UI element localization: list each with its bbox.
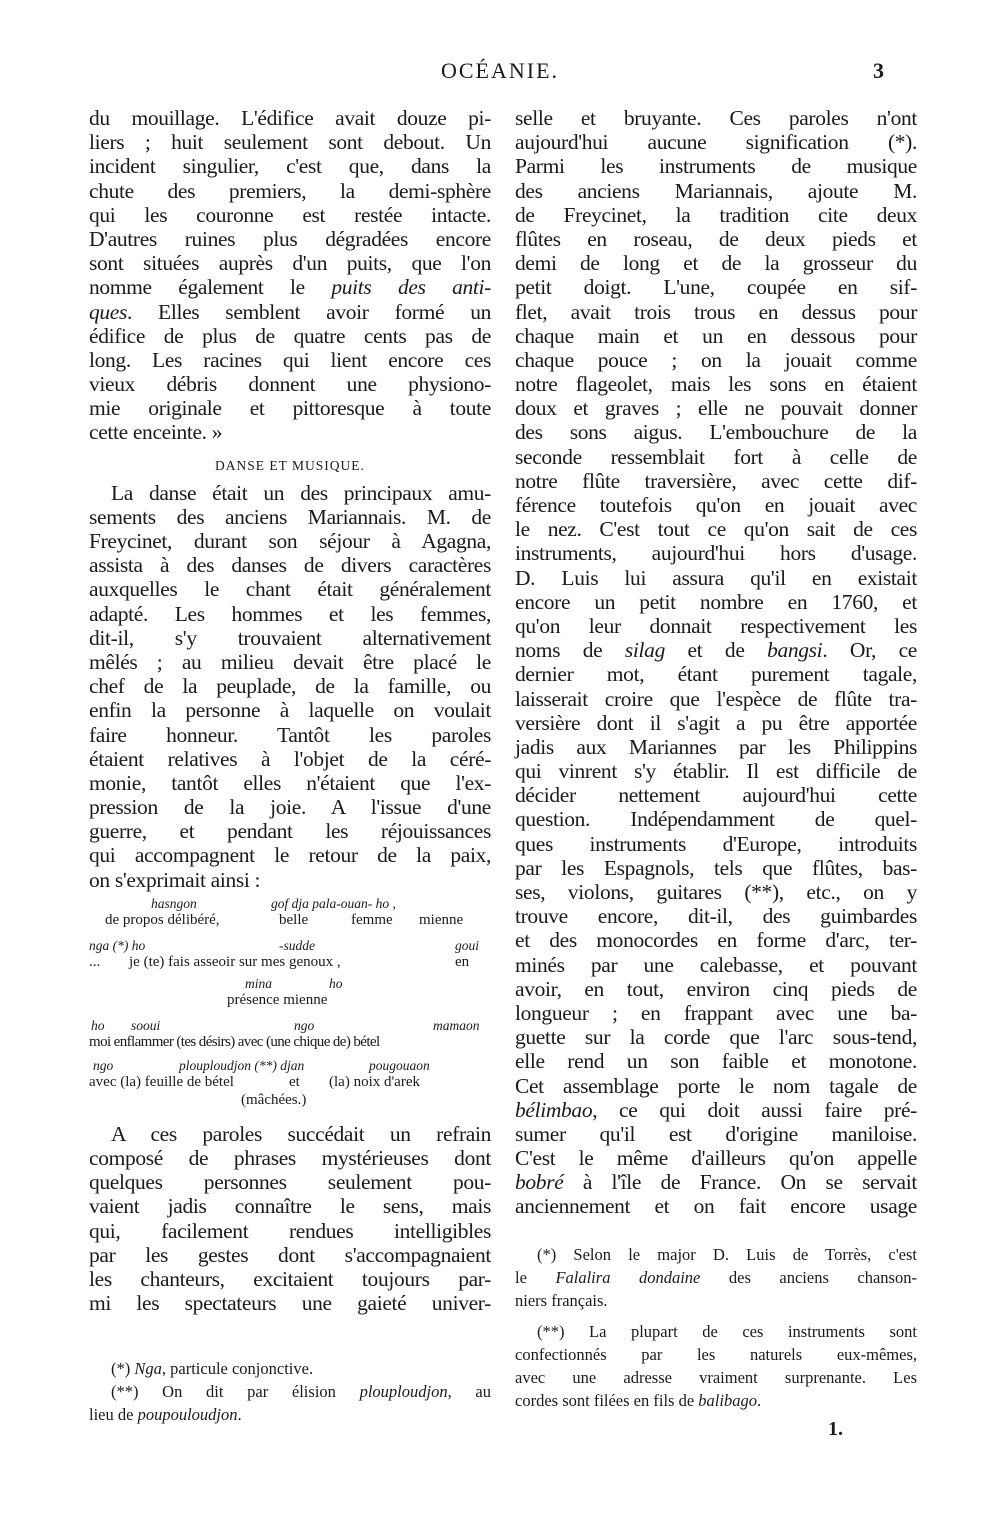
text-line: demi de long et de la grosseur du bbox=[515, 251, 917, 276]
text-line: elle rend un son faible et monotone. bbox=[515, 1049, 917, 1074]
text-line bbox=[89, 300, 491, 324]
text-line: qui accompagnent le retour de la paix, bbox=[89, 843, 491, 868]
text-line: ses, violons, guitares (**), etc., on y bbox=[515, 880, 917, 904]
text-segment: cordes sont filées en fils de bbox=[515, 1390, 699, 1410]
footnote-line: niers français. bbox=[515, 1290, 608, 1310]
footnote-line: avec une adresse vraiment surprenante. Les bbox=[515, 1367, 917, 1387]
text-line: chaque pouce ; on la jouait comme bbox=[515, 347, 917, 372]
text-line: par les gestes dont s'accompagnaient bbox=[89, 1242, 491, 1267]
song-word: ho bbox=[329, 975, 343, 991]
song-word: mina bbox=[245, 975, 272, 991]
italic-segment: bobré bbox=[515, 1170, 564, 1195]
italic-segment: ques bbox=[89, 299, 128, 324]
text-line: D'autres ruines plus dégradées encore bbox=[89, 226, 491, 251]
song-word: (la) noix d'arek bbox=[329, 1073, 420, 1090]
text-line: avoir, en tout, environ cinq pieds de bbox=[515, 976, 917, 1001]
text-line: adapté. Les hommes et les femmes, bbox=[89, 601, 491, 626]
text-line: flûtes en roseau, de deux pieds et bbox=[515, 226, 917, 251]
text-segment: et de bbox=[664, 638, 768, 663]
text-line: aujourd'hui aucune signification (*). bbox=[515, 130, 917, 155]
footnote-line: (**) La plupart de ces instruments sont bbox=[537, 1321, 917, 1341]
text-line: qui les couronne est restée intacte. bbox=[89, 202, 491, 227]
text-line: qu'on leur donnait respectivement les bbox=[515, 613, 917, 638]
text-segment: à l'île de France. On se servait bbox=[563, 1170, 917, 1195]
text-line: vaient jadis connaître le sens, mais bbox=[89, 1194, 491, 1219]
text-line: incident singulier, c'est que, dans la bbox=[89, 154, 491, 179]
text-line: sont situées auprès d'un puits, que l'on bbox=[89, 251, 491, 276]
text-line: encore un petit nombre en 1760, et bbox=[515, 589, 917, 614]
section-heading: DANSE ET MUSIQUE. bbox=[215, 457, 365, 473]
text-line: D. Luis lui assura qu'il en existait bbox=[515, 565, 917, 590]
italic-segment: Falalira dondaine bbox=[555, 1267, 701, 1287]
text-segment: , ce qui doit aussi faire pré- bbox=[592, 1097, 917, 1122]
text-segment: nomme également le bbox=[89, 275, 332, 300]
text-line bbox=[89, 275, 491, 299]
text-line bbox=[515, 1098, 917, 1122]
right-column bbox=[515, 106, 917, 1412]
text-line: pression de la joie. A l'issue d'une bbox=[89, 795, 491, 820]
italic-segment: silag bbox=[624, 638, 665, 663]
footnote-line bbox=[89, 1380, 491, 1403]
text-line: quelques personnes seulement pou- bbox=[89, 1170, 491, 1195]
text-segment: . bbox=[756, 1390, 762, 1410]
text-line: ques instruments d'Europe, introduits bbox=[515, 831, 917, 856]
text-line: décider nettement aujourd'hui cette bbox=[515, 783, 917, 808]
text-line: Cet assemblage porte le nom tagale de bbox=[515, 1073, 917, 1098]
text-line: auxquelles le chant était généralement bbox=[89, 577, 491, 602]
song-word: mienne bbox=[419, 911, 464, 928]
text-line: le nez. C'est tout ce qu'on sait de ces bbox=[515, 517, 917, 542]
italic-segment: bélimbao bbox=[515, 1097, 593, 1122]
footnote-line: (*) Selon le major D. Luis de Torrès, c'est bbox=[537, 1244, 917, 1264]
italic-segment: Nga bbox=[134, 1359, 162, 1379]
text-segment: . Or, ce bbox=[822, 638, 917, 663]
text-line: mie originale et pittoresque à toute bbox=[89, 396, 491, 421]
text-line: liers ; huit seulement sont debout. Un bbox=[89, 130, 491, 155]
text-line: des anciens Mariannais, ajoute M. bbox=[515, 178, 917, 203]
text-line: du mouillage. L'édifice avait douze pi- bbox=[89, 106, 491, 130]
song-word: en bbox=[455, 953, 470, 970]
song-word: sooui bbox=[131, 1017, 161, 1033]
text-line: laisserait croire que l'espèce de flûte tra- bbox=[515, 686, 917, 711]
text-line: vieux débris donnent une physiono- bbox=[89, 372, 491, 397]
song-word: ... bbox=[89, 953, 101, 970]
page-number: 3 bbox=[873, 58, 884, 83]
text-line: faire honneur. Tantôt les paroles bbox=[89, 722, 491, 747]
song-word: goui bbox=[455, 937, 480, 953]
text-line: question. Indépendamment de quel- bbox=[515, 807, 917, 832]
italic-segment: poupouloudjon bbox=[137, 1405, 238, 1425]
text-line: les chanteurs, excitaient toujours par- bbox=[89, 1266, 491, 1291]
text-line: flet, avait trois trous en dessus pour bbox=[515, 299, 917, 324]
text-line: on s'exprimait ainsi : bbox=[89, 867, 261, 892]
text-line: de Freycinet, la tradition cite deux bbox=[515, 202, 917, 227]
song-word: de propos délibéré, bbox=[105, 911, 220, 928]
song-word: et bbox=[289, 1073, 300, 1090]
text-segment: . bbox=[237, 1405, 242, 1425]
italic-segment: balibago bbox=[698, 1390, 757, 1410]
text-line: dit-il, s'y trouvaient alternativement bbox=[89, 625, 491, 650]
text-line: qui, facilement rendues intelligibles bbox=[89, 1218, 491, 1243]
text-segment: le bbox=[515, 1267, 556, 1287]
song-word: ho bbox=[91, 1017, 105, 1033]
text-line: dernier mot, étant purement tagale, bbox=[515, 662, 917, 687]
song-interlinear bbox=[89, 896, 491, 1122]
italic-segment: plouploudjon bbox=[359, 1382, 448, 1402]
song-word: (mâchées.) bbox=[241, 1091, 307, 1108]
text-segment: des anciens chanson- bbox=[700, 1267, 917, 1287]
text-line: minés par une calebasse, et pouvant bbox=[515, 952, 917, 977]
text-line: monie, tantôt elles n'étaient que l'ex- bbox=[89, 770, 491, 795]
text-line: composé de phrases mystérieuses dont bbox=[89, 1146, 491, 1170]
paragraph bbox=[515, 106, 917, 1219]
left-column bbox=[89, 106, 491, 1426]
song-word: hasngon bbox=[151, 895, 197, 911]
paragraph bbox=[89, 106, 491, 445]
text-line: instruments, aujourd'hui hors d'usage. bbox=[515, 541, 917, 566]
text-line: sumer qu'il est d'origine maniloise. bbox=[515, 1121, 917, 1146]
text-line: long. Les racines qui lient encore ces bbox=[89, 347, 491, 372]
paragraph bbox=[89, 481, 491, 892]
song-word: je (te) fais asseoir sur mes genoux , bbox=[129, 953, 341, 970]
song-word: gof dja pala-ouan- ho , bbox=[271, 895, 396, 911]
song-word: mamaon bbox=[433, 1017, 480, 1033]
text-line: chaque main et un en dessous pour bbox=[515, 323, 917, 348]
text-line: doux et graves ; elle ne pouvait donner bbox=[515, 396, 917, 421]
text-line: par les Espagnols, tels que flûtes, bas- bbox=[515, 855, 917, 880]
text-line: mêlés ; au milieu devait être placé le bbox=[89, 649, 491, 674]
text-segment: noms de bbox=[515, 638, 625, 663]
text-line: guette sur la corde que l'arc sous-tend, bbox=[515, 1025, 917, 1050]
text-line: édifice de plus de quatre cents pas de bbox=[89, 323, 491, 348]
text-segment: , au bbox=[447, 1382, 491, 1402]
text-line: longueur ; en frappant avec une ba- bbox=[515, 1000, 917, 1025]
text-line: petit doigt. L'une, coupée en sif- bbox=[515, 275, 917, 300]
song-word: -sudde bbox=[279, 937, 315, 953]
text-line: anciennement et on fait encore usage bbox=[515, 1194, 917, 1219]
text-line: chute des premiers, la demi-sphère bbox=[89, 178, 491, 203]
footnote-line: confectionnés par les naturels eux-mêmes, bbox=[515, 1344, 917, 1364]
text-line: guerre, et pendant les réjouissances bbox=[89, 819, 491, 844]
song-word: ngo bbox=[93, 1057, 114, 1073]
text-line: cette enceinte. » bbox=[89, 420, 223, 445]
text-line: trouve encore, dit-il, des guimbardes bbox=[515, 904, 917, 929]
text-line: C'est le même d'ailleurs qu'on appelle bbox=[515, 1146, 917, 1171]
running-title: OCÉANIE. bbox=[440, 58, 560, 83]
song-word: nga (*) ho bbox=[89, 937, 146, 953]
paragraph bbox=[89, 1122, 491, 1316]
italic-segment: puits des anti- bbox=[331, 275, 491, 300]
text-line: versière dont il s'agit a pu être apportée bbox=[515, 710, 917, 735]
text-line bbox=[515, 638, 917, 662]
italic-segment: bangsi bbox=[767, 638, 823, 663]
text-line: Freycinet, durant son séjour à Agagna, bbox=[89, 529, 491, 553]
text-line: mi les spectateurs une gaieté univer- bbox=[89, 1291, 491, 1316]
footnote-line bbox=[515, 1266, 917, 1289]
text-segment: (**) On dit par élision bbox=[111, 1382, 360, 1402]
text-line: Parmi les instruments de musique bbox=[515, 154, 917, 179]
footnote-line bbox=[89, 1357, 491, 1380]
footnotes bbox=[515, 1243, 917, 1412]
text-segment: (*) bbox=[111, 1359, 135, 1379]
song-word: ngo bbox=[294, 1017, 315, 1033]
text-segment: lieu de bbox=[89, 1405, 138, 1425]
text-line: férence toutefois qu'on en jouait avec bbox=[515, 493, 917, 517]
song-word: pougouaon bbox=[369, 1057, 430, 1073]
text-line: seconde ressemblait fort à celle de bbox=[515, 444, 917, 469]
text-line: des sons aigus. L'embouchure de la bbox=[515, 420, 917, 445]
text-segment: . Elles semblent avoir formé un bbox=[127, 299, 491, 324]
text-line: A ces paroles succédait un refrain bbox=[111, 1121, 491, 1146]
footnotes bbox=[89, 1357, 491, 1426]
text-line: enfin la personne à laquelle on voulait bbox=[89, 698, 491, 723]
song-word: belle bbox=[279, 911, 309, 928]
footnote-line bbox=[515, 1389, 917, 1412]
text-line: La danse était un des principaux amu- bbox=[111, 480, 491, 505]
text-line: chef de la peuplade, de la famille, ou bbox=[89, 674, 491, 699]
song-word: avec (la) feuille de bétel bbox=[89, 1073, 234, 1090]
text-line: sements des anciens Mariannais. M. de bbox=[89, 504, 491, 529]
text-line: notre flûte traversière, avec cette dif- bbox=[515, 468, 917, 493]
song-word: moi enflammer (tes désirs) avec (une chique de) bétel bbox=[89, 1033, 380, 1050]
text-line: assista à des danses de divers caractères bbox=[89, 553, 491, 578]
text-line: notre flageolet, mais les sons en étaient bbox=[515, 372, 917, 397]
song-word: plouploudjon (**) djan bbox=[179, 1057, 305, 1073]
song-word: femme bbox=[351, 911, 393, 928]
text-line: jadis aux Mariannes par les Philippins bbox=[515, 734, 917, 759]
song-word: présence mienne bbox=[227, 991, 328, 1008]
text-line: étaient relatives à l'objet de la céré- bbox=[89, 746, 491, 771]
footnote-line bbox=[89, 1403, 491, 1426]
text-line: qui vinrent s'y établir. Il est difficile de bbox=[515, 759, 917, 784]
text-line: et des monocordes en forme d'arc, ter- bbox=[515, 928, 917, 953]
text-segment: , particule conjonctive. bbox=[161, 1359, 314, 1379]
signature-mark: 1. bbox=[828, 1418, 843, 1440]
text-line: selle et bruyante. Ces paroles n'ont bbox=[515, 106, 917, 130]
text-line bbox=[515, 1170, 917, 1194]
